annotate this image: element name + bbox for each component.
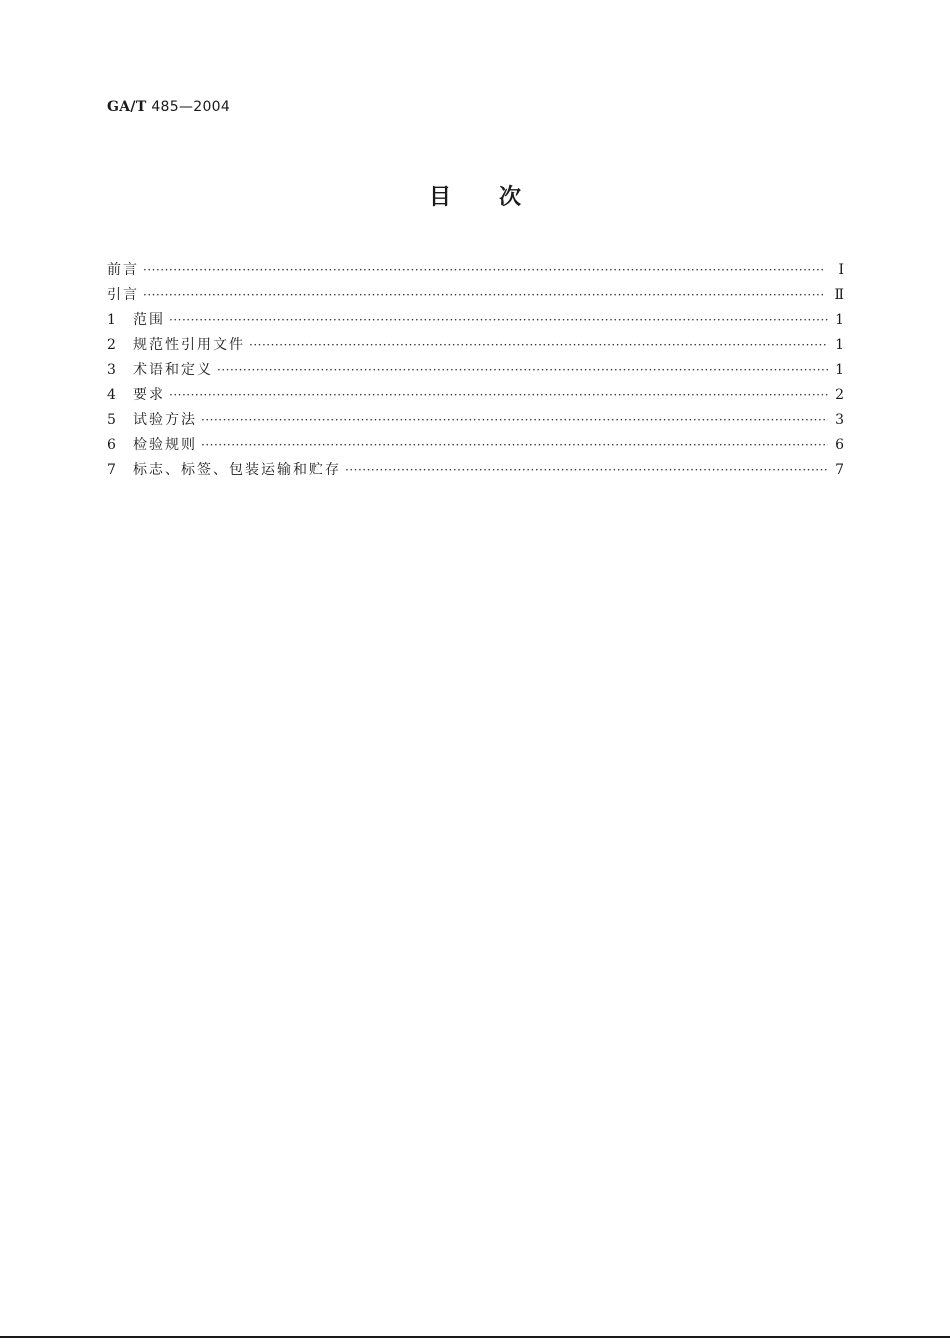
toc-entry-requirements[interactable] — [107, 383, 844, 408]
toc-entry-introduction[interactable] — [107, 283, 844, 308]
toc-entry-scope[interactable] — [107, 308, 844, 333]
dot-leader — [169, 308, 828, 333]
toc-entry-marking-packaging[interactable] — [107, 458, 844, 483]
toc-entry-label: 标志、标签、包装运输和贮存 — [133, 462, 341, 478]
toc-entry-page: 7 — [835, 462, 844, 478]
toc-entry-number: 4 — [107, 387, 116, 403]
dot-leader — [143, 283, 824, 308]
toc-entry-label: 试验方法 — [133, 412, 197, 428]
toc-entry-number: 1 — [107, 312, 116, 328]
toc-entry-terms-definitions[interactable] — [107, 358, 844, 383]
bottom-border — [0, 1336, 950, 1338]
page-title — [0, 180, 950, 211]
toc-entry-page: 1 — [835, 362, 844, 378]
toc-entry-label: 范围 — [133, 312, 165, 328]
toc-entry-page: 3 — [835, 412, 844, 428]
dot-leader — [201, 433, 828, 458]
dot-leader — [345, 458, 828, 483]
toc-entry-page: 1 — [835, 312, 844, 328]
dot-leader — [249, 333, 828, 358]
toc-entry-label: 规范性引用文件 — [133, 337, 245, 353]
toc-entry-page: Ⅰ — [838, 262, 844, 278]
standard-code: GA/T — [107, 99, 147, 115]
toc-entry-number: 7 — [107, 462, 116, 478]
toc-entry-test-methods[interactable] — [107, 408, 844, 433]
toc-entry-page: 2 — [835, 387, 844, 403]
toc-entry-label: 术语和定义 — [133, 362, 213, 378]
dot-leader — [217, 358, 828, 383]
toc-entry-label: 要求 — [133, 387, 165, 403]
dot-leader — [169, 383, 828, 408]
toc-entry-label: 引言 — [107, 287, 139, 303]
toc-entry-foreword[interactable] — [107, 258, 844, 283]
toc-entry-page: 1 — [835, 337, 844, 353]
standard-number: 485—2004 — [151, 99, 231, 115]
toc-entry-label: 检验规则 — [133, 437, 197, 453]
toc-entry-page: Ⅱ — [834, 287, 844, 303]
toc-entry-label: 前言 — [107, 262, 139, 278]
toc-entry-number: 6 — [107, 437, 116, 453]
dot-leader — [201, 408, 828, 433]
toc-entry-page: 6 — [835, 437, 844, 453]
toc-entry-inspection-rules[interactable] — [107, 433, 844, 458]
table-of-contents — [107, 258, 844, 483]
toc-entry-number: 5 — [107, 412, 116, 428]
toc-entry-number: 3 — [107, 362, 116, 378]
title-char-1: 目 — [428, 185, 451, 210]
toc-entry-number: 2 — [107, 337, 116, 353]
title-char-2: 次 — [499, 185, 522, 210]
toc-entry-normative-references[interactable] — [107, 333, 844, 358]
document-header — [107, 99, 230, 115]
dot-leader — [143, 258, 824, 283]
